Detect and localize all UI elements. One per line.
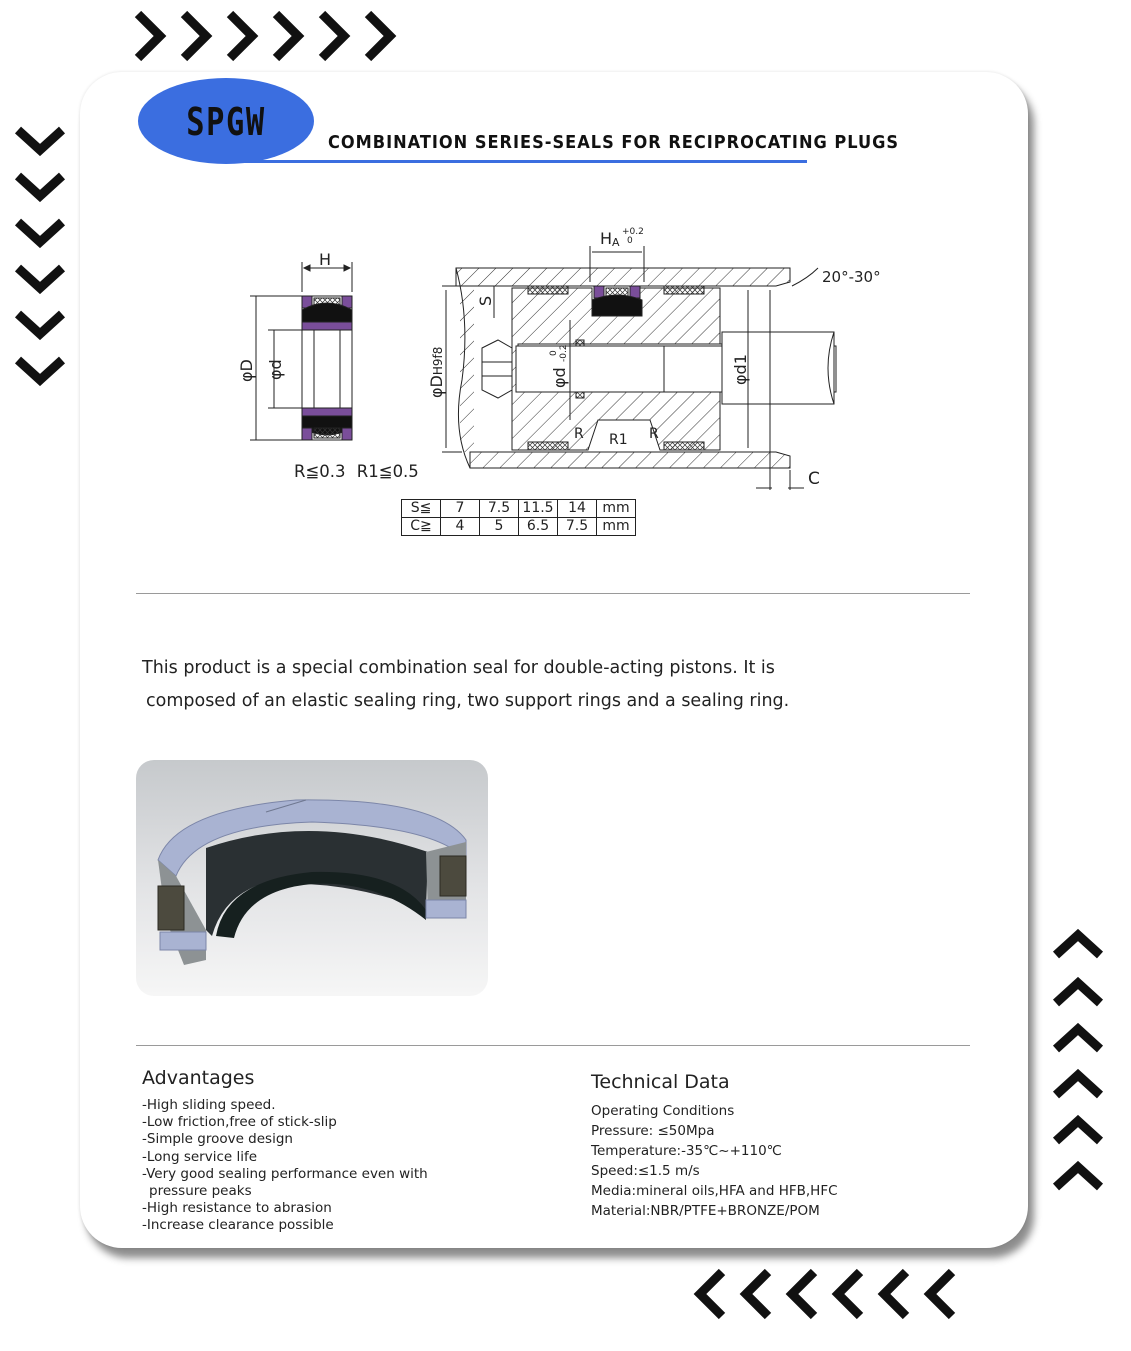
dim-d-bore: φd (550, 367, 569, 388)
table-cell: S≦ (402, 500, 441, 518)
product-code: SPGW (186, 100, 266, 144)
product-photo (136, 760, 488, 996)
table-cell: C≧ (402, 518, 441, 536)
table-cell: mm (597, 518, 636, 536)
technical-data-title: Technical Data (591, 1071, 730, 1093)
technical-data-list (591, 1101, 838, 1221)
dim-H: H (319, 250, 332, 269)
size-clearance-table (401, 499, 636, 536)
divider (136, 593, 970, 594)
list-item: -Simple groove design (142, 1131, 293, 1148)
table-cell: 7.5 (558, 518, 597, 536)
list-item: Temperature:-35℃~+110℃ (591, 1143, 782, 1159)
chevrons-up-decoration (1050, 925, 1108, 1205)
table-cell: 7 (441, 500, 480, 518)
list-item: -Low friction,free of stick-slip (142, 1114, 337, 1131)
technical-drawing (0, 0, 1131, 560)
list-item: Operating Conditions (591, 1103, 735, 1119)
dim-R1: R1 (609, 432, 628, 448)
divider (136, 1045, 970, 1046)
dim-DH9f8: φDH9f8 (427, 346, 446, 398)
list-item: Pressure: ≤50Mpa (591, 1123, 715, 1139)
dim-C: C (808, 469, 820, 489)
chevrons-left-decoration (690, 1266, 972, 1324)
table-cell: mm (597, 500, 636, 518)
list-item: -High sliding speed. (142, 1097, 276, 1113)
table-cell: 4 (441, 518, 480, 536)
dim-S: S (476, 295, 495, 306)
advantages-list (142, 1097, 428, 1235)
dim-HA-tolerance-lower: 0 (627, 236, 633, 246)
table-row (402, 500, 636, 518)
dim-d-bore-tolerance-upper: 0 (549, 350, 559, 356)
table-cell: 6.5 (519, 518, 558, 536)
advantages-title: Advantages (142, 1067, 255, 1089)
dim-D: φD (237, 359, 256, 382)
description-line: composed of an elastic sealing ring, two support rings and a sealing ring. (146, 691, 790, 711)
dim-HA: HA (600, 229, 620, 249)
table-row (402, 518, 636, 536)
dim-angle: 20°-30° (822, 268, 881, 286)
dim-d1: φd1 (731, 354, 750, 385)
list-item: -Long service life (142, 1148, 258, 1165)
dim-R-left: R (574, 426, 584, 442)
seal-render (136, 760, 488, 996)
table-cell: 7.5 (480, 500, 519, 518)
list-item: Media:mineral oils,HFA and HFB,HFC (591, 1183, 838, 1199)
dim-d-bore-tolerance-lower: -0.2 (559, 344, 569, 362)
radius-note: R≦0.3 R1≦0.5 (294, 462, 419, 481)
product-description (142, 652, 789, 718)
list-item: -High resistance to abrasion (142, 1200, 332, 1217)
list-item: Material:NBR/PTFE+BRONZE/POM (591, 1203, 820, 1219)
dim-d: φd (266, 359, 285, 380)
list-item: -Increase clearance possible (142, 1217, 334, 1234)
dim-R-right: R (649, 426, 659, 442)
dim-HA-tolerance-upper: +0.2 (622, 227, 644, 237)
seal-profile-bottom (302, 408, 352, 440)
table-cell: 11.5 (519, 500, 558, 518)
table-cell: 14 (558, 500, 597, 518)
seal-profile-top (302, 296, 352, 330)
list-item: Speed:≤1.5 m/s (591, 1163, 700, 1179)
page-subtitle: COMBINATION SERIES-SEALS FOR RECIPROCATING PLUGS (328, 132, 900, 153)
list-item: pressure peaks (149, 1183, 252, 1200)
description-line: This product is a special combination seal for double-acting pistons. It is (142, 658, 775, 678)
table-cell: 5 (480, 518, 519, 536)
list-item: -Very good sealing performance even with (142, 1165, 428, 1182)
